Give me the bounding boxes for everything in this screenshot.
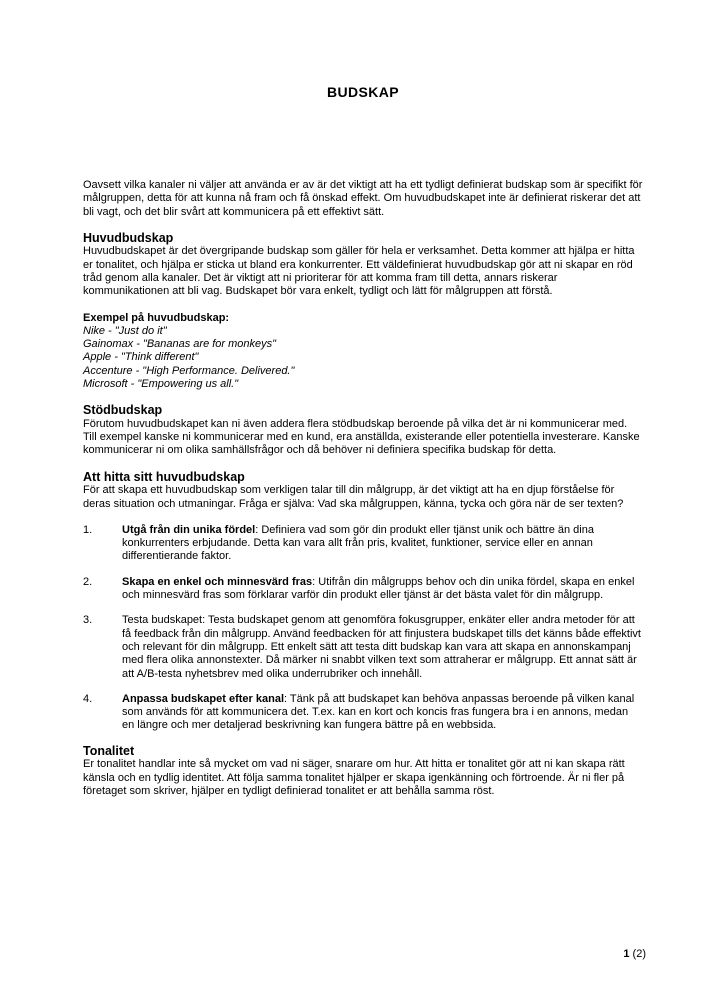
list-item-3 <box>83 614 643 680</box>
list-item-4-text <box>122 693 643 733</box>
example-line-accenture: Accenture - "High Performance. Delivered." <box>83 364 295 377</box>
list-item-1-text <box>122 524 643 564</box>
list-item-3-number: 3. <box>83 614 93 627</box>
stodbudskap-paragraph: Förutom huvudbudskapet kan ni även addera flera stödbudskap beroende på vilka det är ni kommunicerar med. Till exempel kanske ni kommunicerar med en kund, era anställda, existerande eller potentiella investerare. Kanske kommunicerar ni om olika samhällsfrågor och då behöver ni definiera specifika budskap för detta. <box>83 417 640 457</box>
heading-stodbudskap: Stödbudskap <box>83 403 163 418</box>
numbered-list <box>83 524 643 733</box>
example-line-gainomax: Gainomax - "Bananas are for monkeys" <box>83 338 277 351</box>
example-line-microsoft: Microsoft - "Empowering us all." <box>83 378 239 391</box>
tonalitet-paragraph: Er tonalitet handlar inte så mycket om vad ni säger, snarare om hur. Att hitta er tonalitet gör att ni kan skapa rätt känsla och en tydlig identitet. Att följa samma tonalitet hjälper er skapa igenkänning och förtroende. Är ni fler på företaget som skriver, hjälper en tydligt definierad tonalitet er att behålla samma röst. <box>83 758 625 797</box>
heading-tonalitet: Tonalitet <box>83 743 135 758</box>
heading-huvudbudskap: Huvudbudskap <box>83 230 174 245</box>
list-item-4 <box>83 693 643 733</box>
document-title: BUDSKAP <box>326 84 400 100</box>
list-item-1-rest: : Definiera vad som gör din produkt eller tjänst unik och bättre än dina konkurrenters erbjudande. Detta kan vara allt från pris, kvalitet, funktioner, service eller en annan differentierande faktor. <box>122 523 594 563</box>
list-item-3-rest: Testa budskapet: Testa budskapet genom att genomföra fokusgrupper, enkäter eller andra metoder för att få feedback från din målgrupp. Använd feedbacken för att finjustera budskapet tills det känns både effektivt och relevant för din målgrupp. Ett enkelt sätt att testa ditt budskap kan vara att skapa en annonskampanj med flera olika annonstexter. Då märker ni snabbt vilken text som attraherar er målgrupp. Ett annat sätt är att A/B-testa nyhetsbrev med olika underrubriker och innehåll. <box>122 614 641 680</box>
list-item-2-rest: : Utifrån din målgrupps behov och din unika fördel, skapa en enkel och minnesvärd fras som förklarar varför din produkt eller tjänst är det bästa valet för din målgrupp. <box>122 575 635 602</box>
exempel-subheading: Exempel på huvudbudskap: <box>83 311 230 324</box>
list-item-1-lead: Utgå från din unika fördel <box>122 523 256 536</box>
page-number-footer <box>623 948 646 961</box>
heading-att-hitta-sitt-huvudbudskap: Att hitta sitt huvudbudskap <box>83 469 245 484</box>
intro-paragraph: Oavsett vilka kanaler ni väljer att använda er av är det viktigt att ha ett tydligt definierat budskap som är specifikt för målgruppen, detta för att kunna nå fram och få önskad effekt. Om huvudbudskapet inte är definierat riskerar det att bli vagt, och det blir svårt att kommunicera på ett effektivt sätt. <box>83 179 643 218</box>
document-content <box>83 84 643 811</box>
list-item-2-lead: Skapa en enkel och minnesvärd fras <box>122 575 313 588</box>
list-item-3-text <box>122 614 643 680</box>
list-item-4-rest: : Tänk på att budskapet kan behöva anpassas beroende på vilken kanal som används för att kommunicera det. T.ex. kan en kort och koncis fras fungera bra i en annons, medan en längre och mer detaljerad beskrivning kan fungera bättre på en webbsida. <box>122 692 635 732</box>
exempel-list <box>83 325 643 391</box>
example-line-nike: Nike - "Just do it" <box>83 324 167 337</box>
hitta-paragraph: För att skapa ett huvudbudskap som verkligen talar till din målgrupp, är det viktigt att ha en djup förståelse för deras situation och utmaningar. Fråga er själva: Vad ska målgruppen, känna, tycka och göra när de ser texten? <box>83 484 624 510</box>
list-item-4-number: 4. <box>83 692 93 705</box>
list-item-2-number: 2. <box>83 575 93 588</box>
page-number-total: (2) <box>632 948 646 960</box>
list-item-2-text <box>122 576 643 603</box>
list-item-1-number: 1. <box>83 523 93 536</box>
list-item-1 <box>83 524 643 564</box>
list-item-4-lead: Anpassa budskapet efter kanal <box>122 692 285 705</box>
list-item-2 <box>83 576 643 603</box>
page-number-current: 1 <box>623 948 630 960</box>
example-line-apple: Apple - "Think different" <box>83 351 199 364</box>
huvudbudskap-paragraph: Huvudbudskapet är det övergripande budskap som gäller för hela er verksamhet. Detta kommer att hjälpa er hitta er tonalitet, och hjälpa er sticka ut bland era konkurrenter. Ett väldefinierat huvudbudskap gör att ni skapar en röd tråd genom alla kanaler. Det är viktigt att ni prioriterar för att komma fram till detta, annars riskerar kommunikationen att bli vag. Budskapet bör vara enkelt, tydligt och lätt för målgruppen att förstå. <box>83 245 635 298</box>
